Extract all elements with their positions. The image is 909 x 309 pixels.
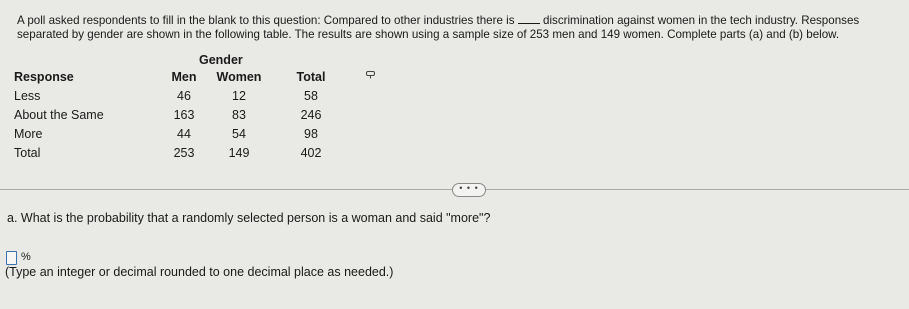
- expand-table-icon[interactable]: [366, 71, 375, 79]
- table-row-less: [14, 89, 364, 105]
- cell-men: 44: [177, 127, 191, 141]
- row-label: Total: [14, 146, 41, 160]
- row-label: More: [14, 127, 43, 141]
- cell-women: 54: [232, 127, 246, 141]
- cell-total: 58: [304, 89, 318, 103]
- table-row-total: [14, 146, 364, 162]
- data-table: [14, 52, 364, 167]
- question-blank: [518, 14, 540, 24]
- cell-men: 163: [173, 108, 195, 122]
- cell-women: 149: [228, 146, 250, 160]
- cell-total: 402: [300, 146, 322, 160]
- more-button[interactable]: • • •: [452, 183, 486, 197]
- gender-group-header: Gender: [199, 53, 243, 67]
- answer-input[interactable]: [6, 251, 17, 265]
- answer-hint: (Type an integer or decimal rounded to one decimal place as needed.): [5, 265, 394, 279]
- women-column-header: Women: [216, 70, 262, 84]
- row-label: About the Same: [14, 108, 104, 122]
- cell-men: 46: [177, 89, 191, 103]
- part-a-question: a. What is the probability that a randomly selected person is a woman and said "more"?: [7, 211, 491, 225]
- total-column-header: Total: [296, 70, 326, 84]
- table-row-more: [14, 127, 364, 143]
- cell-total: 98: [304, 127, 318, 141]
- row-label: Less: [14, 89, 41, 103]
- question-text: [17, 14, 897, 42]
- question-text-after-blank: discrimination against women in the tech industry. Responses separated by gender are shown in the following table. The results are shown using a sample size of 253 men and 149 women. Complete parts (a) and (b) below.: [17, 14, 860, 41]
- response-column-header: Response: [14, 70, 74, 84]
- cell-men: 253: [173, 146, 195, 160]
- cell-women: 12: [232, 89, 246, 103]
- men-column-header: Men: [171, 70, 197, 84]
- table-row-about-the-same: [14, 108, 364, 124]
- cell-women: 83: [232, 108, 246, 122]
- cell-total: 246: [300, 108, 322, 122]
- percent-unit: %: [21, 251, 31, 263]
- question-text-before-blank: A poll asked respondents to fill in the blank to this question: Compared to other industries there is: [17, 14, 515, 27]
